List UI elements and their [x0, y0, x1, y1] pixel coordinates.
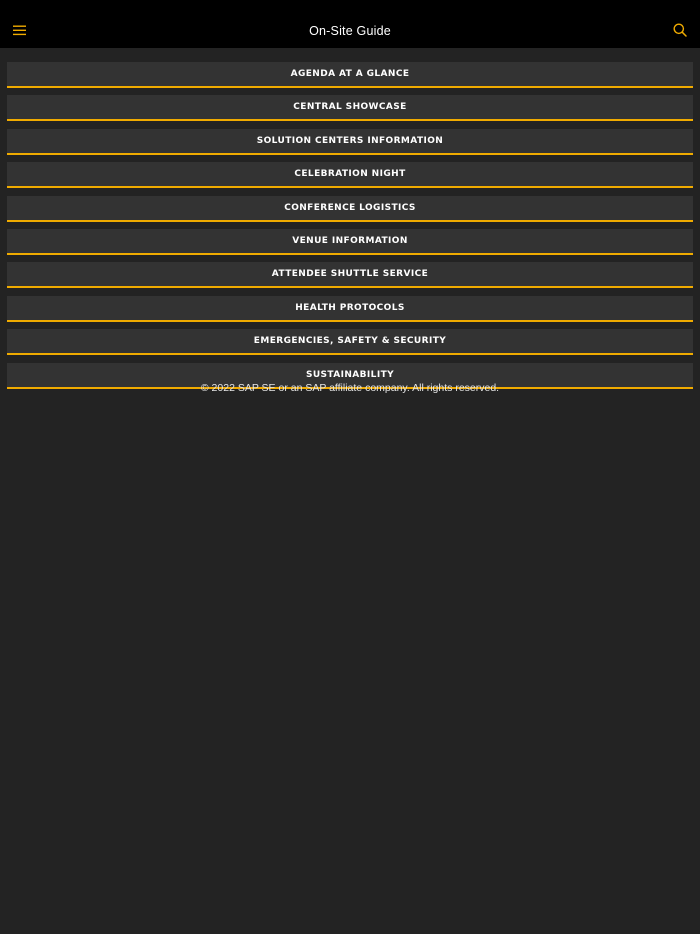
nav-item-conference-logistics[interactable]: CONFERENCE LOGISTICS [7, 196, 693, 222]
search-icon [673, 23, 687, 37]
nav-item-emergencies-safety-security[interactable]: EMERGENCIES, SAFETY & SECURITY [7, 329, 693, 355]
nav-item-central-showcase[interactable]: CENTRAL SHOWCASE [7, 95, 693, 121]
nav-item-agenda-at-a-glance[interactable]: AGENDA AT A GLANCE [7, 62, 693, 88]
nav-menu [7, 62, 693, 396]
app-header [0, 0, 700, 48]
copyright-footer: © 2022 SAP SE or an SAP affiliate company. All rights reserved. [200, 382, 500, 394]
nav-item-celebration-night[interactable]: CELEBRATION NIGHT [7, 162, 693, 188]
nav-item-health-protocols[interactable]: HEALTH PROTOCOLS [7, 296, 693, 322]
nav-item-venue-information[interactable]: VENUE INFORMATION [7, 229, 693, 255]
nav-item-attendee-shuttle-service[interactable]: ATTENDEE SHUTTLE SERVICE [7, 262, 693, 288]
nav-item-solution-centers-information[interactable]: SOLUTION CENTERS INFORMATION [7, 129, 693, 155]
page-title: On-Site Guide [309, 24, 391, 38]
search-button[interactable] [666, 16, 694, 44]
nav-item-sustainability[interactable]: SUSTAINABILITY [7, 363, 693, 389]
